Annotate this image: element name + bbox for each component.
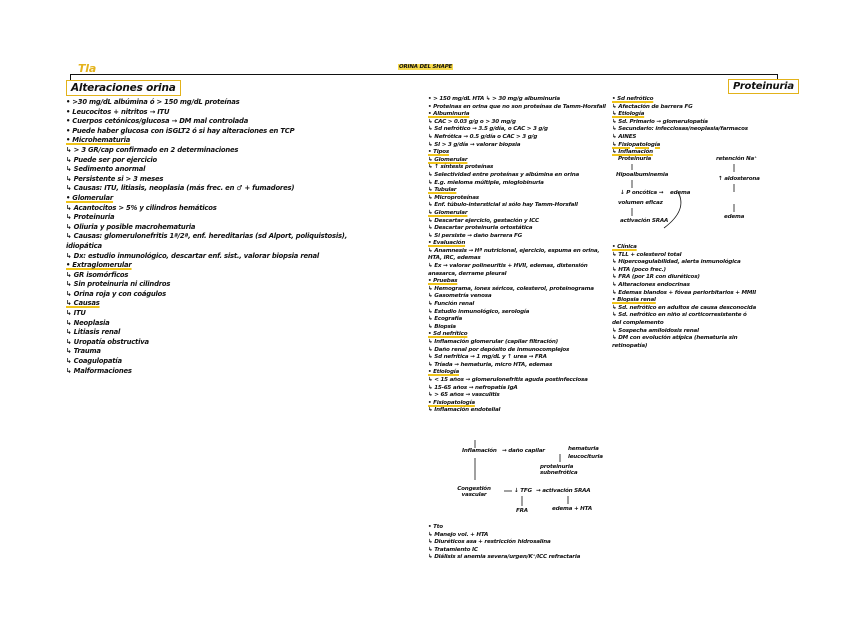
right-line: ↳ Sd. Primario → glomerulopatía — [612, 118, 708, 125]
left-line: ↳ Uropatía obstructiva — [66, 337, 149, 346]
mid-line: ↳ Manejo vol. + HTA — [428, 531, 489, 538]
right-line: ↳ HTA (poco frec.) — [612, 266, 666, 273]
left-heading: • Extraglomerular — [66, 261, 132, 270]
right-line: ↳ Secundario: infecciosas/neoplasia/farmacos — [612, 126, 748, 133]
mid-line: ↳ < 15 años → glomerulonefritis aguda postinfecciosa — [428, 376, 588, 383]
right-heading: ↳ Fisiopatología — [612, 141, 661, 148]
diagram-node: ↓ TFG — [514, 488, 532, 494]
left-line: ↳ Orina roja y con coágulos — [66, 289, 166, 298]
mid-line: ↳ Selectividad entre proteínas y albúmina en orina — [428, 171, 580, 178]
mid-line: • Proteinas en orina que no son proteínas de Tamm-Horsfall — [428, 103, 606, 110]
mid-heading: • Evaluación — [428, 240, 466, 247]
nephrotic-node: activación SRAA — [620, 218, 669, 224]
mid-heading: ↳ Tubular — [428, 187, 457, 194]
right-line: ↳ Alteraciones endocrinas — [612, 281, 690, 288]
mid-line: ↳ Sd nefrítica → 1 mg/dL y ↑ urea → FRA — [428, 354, 547, 361]
left-line: ↳ Litiasis renal — [66, 328, 121, 337]
left-line: ↳ ITU — [66, 309, 86, 318]
mid-line: ↳ Daño renal por depósito de inmunocomplejos — [428, 346, 570, 353]
left-line: ↳ Trauma — [66, 347, 101, 356]
mid-column — [428, 96, 606, 415]
page-title: ORINA DEL SHAPE — [399, 64, 453, 70]
nephrotic-node: ↓ P oncótica → — [620, 190, 664, 196]
left-line: ↳ > 3 GR/cap confirmado en 2 determinaciones — [66, 145, 239, 154]
diagram-node: hematuria — [568, 446, 599, 452]
mid-line: ↳ Ex → valorar polineuritis + HVII, edemas, distensión — [428, 263, 588, 270]
left-heading: • Glomerular — [66, 193, 114, 202]
mid-heading: ↳ Glomerular — [428, 209, 468, 216]
left-line: ↳ Coagulopatía — [66, 357, 122, 366]
mid-line: ↳ Tríada → hematuria, micro HTA, edemas — [428, 361, 553, 368]
left-line: ↳ Oliuria y posible macrohematuria — [66, 222, 196, 231]
left-line: ↳ Sin proteinuria ni cilindros — [66, 280, 171, 289]
right-line: ↳ Sd. nefrótico en adultos de causa desconocida — [612, 304, 757, 311]
left-line: ↳ Neoplasia — [66, 318, 110, 327]
right-heading: • Biopsia renal — [612, 297, 656, 304]
left-column — [66, 98, 347, 376]
diagram-node: Inflamación — [462, 448, 497, 454]
left-line: • Leucocitos + nitritos → ITU — [66, 107, 170, 116]
nephrotic-node: Proteinuria — [618, 156, 652, 162]
right-line: ↳ Edemas blandos + fóvea periorbitarios + MMII — [612, 289, 756, 296]
left-line: ↳ Causas: glomerulonefritis 1ª/2ª, enf. hereditarias (sd Alport, poliquistosis), — [66, 232, 348, 241]
right-heading: ↳ Inflamación — [612, 149, 653, 156]
right-line: ↳ FRA (por 1R con diuréticos) — [612, 274, 700, 281]
mid-heading: • Tipos — [428, 149, 450, 156]
mid-heading: • Tto — [428, 524, 443, 530]
nephrotic-node: retención Na⁺ — [716, 156, 757, 162]
mid-line: ↳ Si persiste → daño barrera FG — [428, 232, 523, 239]
mid-line: ↳ 15-65 años → nefropatía IgA — [428, 384, 518, 391]
mid-bottom — [428, 524, 580, 562]
diagram-node: leucocituria — [568, 454, 603, 460]
mid-heading: • Fisiopatología — [428, 399, 475, 406]
left-line: ↳ Malformaciones — [66, 366, 132, 375]
section-title-alteraciones: Alteraciones orina — [66, 80, 181, 96]
left-heading: • Microhematuria — [66, 136, 131, 145]
right-line: del complemento — [612, 319, 664, 326]
top-divider — [70, 74, 778, 75]
mid-line: HTA, IRC, edemas — [428, 255, 481, 262]
diagram-node: Congestión vascular — [457, 486, 491, 498]
right-line: ↳ Sospecha amiloidosis renal — [612, 327, 699, 334]
mid-line: ↳ Sd nefrótico → 3.5 g/día, o CAC > 3 g/g — [428, 126, 548, 133]
left-line: ↳ Dx: estudio inmunológico, descartar enf. sist., valorar biopsia renal — [66, 251, 320, 260]
nephrotic-diagram — [616, 156, 786, 236]
diagram-node: edema + HTA — [552, 506, 592, 512]
diagram-node: → activación SRAA — [536, 488, 591, 494]
mid-heading: • Sd nefrítico — [428, 331, 468, 338]
nephrotic-diagram-arrows — [616, 156, 786, 236]
mid-heading: • Pruebas — [428, 278, 458, 285]
right-heading: ↳ Etiología — [612, 111, 645, 118]
right-column — [612, 96, 748, 157]
header-tag: Tla — [78, 62, 97, 75]
left-line: • >30 mg/dL albúmina ó > 150 mg/dL proteínas — [66, 98, 240, 106]
section-title-proteinuria: Proteinuria — [728, 79, 799, 94]
left-line: ↳ Causas: ITU, litiasis, neoplasia (más frec. en ♂ + fumadores) — [66, 184, 295, 193]
nephrotic-node: Hipoalbuminemia — [616, 172, 669, 178]
mid-line: ↳ Inflamación endotelial — [428, 407, 501, 414]
mid-line: ↳ Gasometría venosa — [428, 293, 492, 300]
mid-line: ↳ Estudio inmunológico, serología — [428, 308, 530, 315]
right-heading: • Clínica — [612, 244, 637, 250]
mid-line: ↳ Enf. túbulo-intersticial si sólo hay Tamm-Horsfall — [428, 202, 578, 209]
mid-line: ↳ Anamnesis → Hª nutricional, ejercicio, espuma en orina, — [428, 247, 600, 254]
mid-heading: • Albuminuria — [428, 111, 470, 118]
left-line: • Cuerpos cetónicos/glucosa → DM mal controlada — [66, 117, 249, 126]
mid-heading: • Etiología — [428, 369, 460, 376]
mid-line: ↳ E.g. mieloma múltiple, mioglobinuria — [428, 179, 544, 186]
left-line: ↳ GR isomórficos — [66, 270, 129, 279]
mid-line: ↳ Biopsia — [428, 323, 456, 330]
mid-line: ↳ Ecografía — [428, 316, 463, 323]
right-line: ↳ TLL + colesterol total — [612, 251, 682, 258]
left-line: ↳ Puede ser por ejercicio — [66, 155, 158, 164]
left-line: idiopática — [66, 241, 102, 250]
right-line: retinopatía) — [612, 342, 648, 349]
nephrotic-node: edema — [724, 214, 745, 220]
left-line: ↳ Acantocitos > 5% y cilindros hemáticos — [66, 203, 217, 212]
left-heading: ↳ Causas — [66, 299, 100, 308]
left-line: • Puede haber glucosa con iSGLT2 ó si hay alteraciones en TCP — [66, 126, 295, 135]
mid-line: anasarca, derrame pleural — [428, 270, 507, 277]
mid-heading: ↳ Glomerular — [428, 156, 468, 163]
right-line: ↳ Hipercoagulabilidad, alerta inmunológica — [612, 259, 741, 266]
mid-line: ↳ Hemograma, iones séricos, colesterol, proteinograma — [428, 285, 594, 292]
left-line: ↳ Persistente si > 3 meses — [66, 174, 164, 183]
mid-line: ↳ Descartar proteinuria ortostática — [428, 225, 533, 232]
pathophysiology-diagram — [440, 438, 610, 528]
diagram-node: proteinuria subnefrótica — [540, 464, 578, 476]
diagram-node: FRA — [516, 508, 528, 514]
mid-line: ↳ Tratamiento IC — [428, 546, 478, 553]
left-line: ↳ Proteinuria — [66, 213, 115, 222]
right-line: ↳ Sd. nefrótico en niño si corticorresistente ó — [612, 312, 747, 319]
mid-line: ↳ SI > 3 g/día → valorar biopsia — [428, 141, 521, 148]
nephrotic-node: ↑ aldosterona — [718, 176, 760, 182]
mid-line: ↳ Nefrótica → 0.5 g/día o CAC > 3 g/g — [428, 133, 538, 140]
right-column-2 — [612, 244, 756, 350]
diagram-node: → daño capilar — [502, 448, 545, 454]
right-line: ↳ DM con evolución atípica (hematuria sin — [612, 335, 738, 342]
mid-line: ↳ Microproteínas — [428, 194, 479, 201]
mid-line: ↳ Descartar ejercicio, gestación y ICC — [428, 217, 539, 224]
nephrotic-node: volumen eficaz — [618, 200, 663, 206]
right-line: ↳ Afectación de barrera FG — [612, 103, 693, 110]
mid-line: ↳ CAC > 0.03 g/g o > 30 mg/g — [428, 118, 516, 125]
mid-line: ↳ Diuréticos asa + restricción hidrosalina — [428, 539, 551, 546]
mid-line: ↳ Inflamación glomerular (capilar filtración) — [428, 339, 559, 345]
right-heading: • Sd nefrótico — [612, 96, 654, 102]
right-line: ↳ AINES — [612, 133, 637, 140]
mid-line: ↳ ↑ síntesis proteínas — [428, 164, 494, 171]
mid-line: • > 150 mg/dL HTA ↳ > 30 mg/g albuminuria — [428, 96, 560, 102]
mid-line: ↳ Diálisis si anemia severa/urgen/K⁺/ICC refractaria — [428, 554, 581, 561]
mid-line: ↳ Función renal — [428, 301, 475, 308]
left-line: ↳ Sedimento anormal — [66, 165, 146, 174]
mid-line: ↳ > 65 años → vasculitis — [428, 392, 500, 399]
nephrotic-node: edema — [670, 190, 691, 196]
